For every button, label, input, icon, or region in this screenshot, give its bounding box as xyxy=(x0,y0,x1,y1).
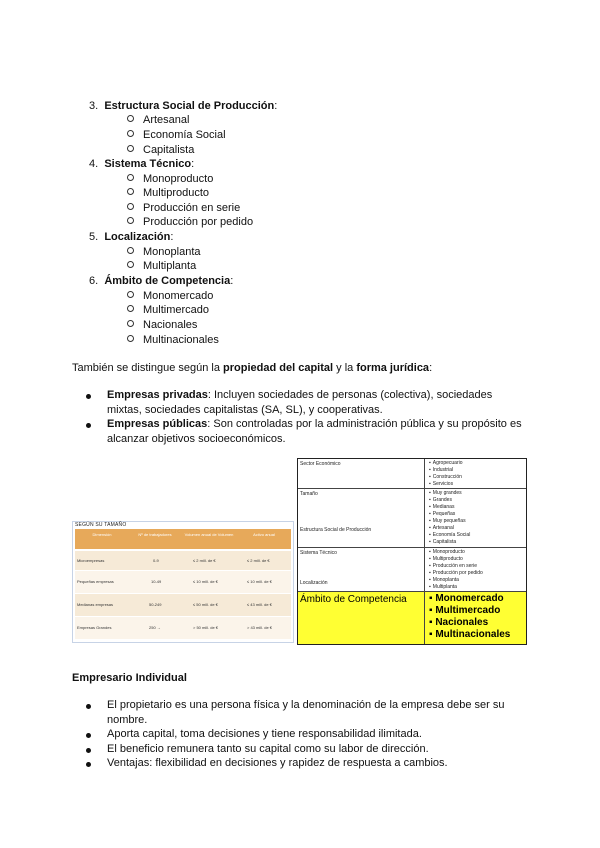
list-item: Multiproducto xyxy=(127,186,209,200)
table-item: ▪ Producción en serie xyxy=(429,563,477,569)
table-item: ▪ Agropecuario xyxy=(429,460,463,466)
table-item: ▪ Monoproducto xyxy=(429,549,465,555)
table-item: ▪ Servicios xyxy=(429,481,453,487)
table-cell xyxy=(298,489,425,548)
table-cell xyxy=(425,548,526,592)
table-label: Sector Económico xyxy=(300,461,341,467)
table-item: ▪ Monomercado xyxy=(429,593,504,604)
section-title: Empresario Individual xyxy=(72,672,187,684)
list-item: Monoplanta xyxy=(127,245,201,259)
list-item: Artesanal xyxy=(127,113,189,127)
list-item: Monomercado xyxy=(127,289,213,303)
list-item: 3. Estructura Social de Producción: xyxy=(89,100,278,112)
table-cell-highlight xyxy=(298,592,425,644)
table-cell xyxy=(425,459,526,489)
size-table-image xyxy=(73,522,293,642)
table-cell: Medianas empresas xyxy=(77,602,114,607)
table-cell: ≤ 10 mill. de € xyxy=(193,579,218,584)
table-item: ▪ Medianas xyxy=(429,504,454,510)
table-cell: > 50 mill. de € xyxy=(193,625,219,630)
size-table-header-cell: Nº de trabajadores xyxy=(138,532,172,537)
size-table-header-cell: Dimensión xyxy=(92,532,112,537)
table-cell xyxy=(298,459,425,489)
table-item: ▪ Producción por pedido xyxy=(429,570,483,576)
table-cell: ≤ 2 mill. de € xyxy=(193,558,216,563)
table-cell: ≤ 10 mill. de € xyxy=(247,579,272,584)
table-cell-highlight xyxy=(425,592,526,644)
table-item: ▪ Muy grandes xyxy=(429,490,462,496)
table-cell: 10-49 xyxy=(151,579,162,584)
table-item: ▪ Nacionales xyxy=(429,617,488,628)
list-item: Economía Social xyxy=(127,128,226,142)
list-item: 6. Ámbito de Competencia: xyxy=(89,275,234,287)
table-label: Ámbito de Competencia xyxy=(300,594,407,605)
table-item: ▪ Artesanal xyxy=(429,525,454,531)
table-cell: 250 → xyxy=(149,625,161,630)
table-cell: ≤ 2 mill. de € xyxy=(247,558,270,563)
table-label: Estructura Social de Producción xyxy=(300,527,372,533)
table-row xyxy=(75,571,291,593)
list-item: Producción en serie xyxy=(127,201,240,215)
list-item: Multinacionales xyxy=(127,333,219,347)
table-label: Sistema Técnico xyxy=(300,550,337,556)
table-item: ▪ Multiplanta xyxy=(429,584,457,590)
size-table-header-cell: Activo anual xyxy=(253,532,275,537)
list-item: 4. Sistema Técnico: xyxy=(89,158,195,170)
table-cell: > 43 mill. de € xyxy=(247,625,273,630)
list-item: Multiplanta xyxy=(127,259,196,273)
table-item: ▪ Multinacionales xyxy=(429,629,510,640)
table-cell xyxy=(425,489,526,548)
table-row xyxy=(75,617,291,639)
table-item: ▪ Economía Social xyxy=(429,532,470,538)
table-item: ▪ Grandes xyxy=(429,497,452,503)
table-cell: ≤ 43 mill. de € xyxy=(247,602,272,607)
table-cell: 50-249 xyxy=(149,602,162,607)
size-table-header-cell: Volumen anual de Volumen xyxy=(184,532,234,537)
intro-paragraph: También se distingue según la propiedad del capital y la forma jurídica: xyxy=(72,362,433,374)
table-item: ▪ Pequeñas xyxy=(429,511,455,517)
table-item: ▪ Industrial xyxy=(429,467,453,473)
table-label: Tamaño xyxy=(300,491,318,497)
list-item: Multimercado xyxy=(127,303,209,317)
table-item: ▪ Muy pequeñas xyxy=(429,518,466,524)
list-item: Monoproducto xyxy=(127,172,213,186)
table-row xyxy=(75,551,291,570)
list-item: Producción por pedido xyxy=(127,215,253,229)
list-item: 5. Localización: xyxy=(89,231,174,243)
table-item: ▪ Multimercado xyxy=(429,605,500,616)
classification-table-image xyxy=(297,458,527,645)
table-cell: Pequeñas empresas xyxy=(77,579,114,584)
table-cell: ≤ 50 mill. de € xyxy=(193,602,218,607)
table-item: ▪ Capitalista xyxy=(429,539,456,545)
table-cell: Microempresas xyxy=(77,558,105,563)
table-item: ▪ Monoplanta xyxy=(429,577,459,583)
list-item: Nacionales xyxy=(127,318,197,332)
table-label: Localización xyxy=(300,580,328,586)
table-cell xyxy=(298,548,425,592)
list-item: Capitalista xyxy=(127,143,194,157)
table-row xyxy=(75,594,291,616)
table-item: ▪ Multiproducto xyxy=(429,556,463,562)
size-table-title: SEGÚN SU TAMAÑO xyxy=(75,522,127,528)
table-cell: 0-9 xyxy=(153,558,159,563)
table-item: ▪ Construcción xyxy=(429,474,462,480)
table-cell: Empresas Grandes xyxy=(77,625,112,630)
